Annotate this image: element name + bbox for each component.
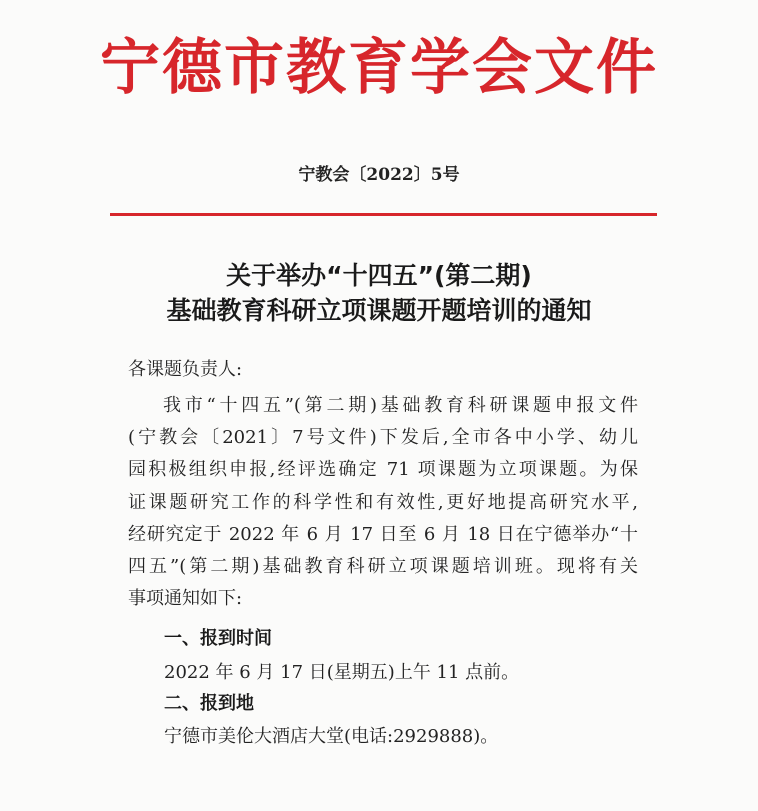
paragraph-line: 事项通知如下: (128, 588, 243, 610)
section-heading-registration-time: 一、报到时间 (164, 628, 272, 649)
paragraph-line: 我市“十四五”(第二期)基础教育科研课题申报文件 (163, 395, 638, 416)
document-number: 宁教会〔2022〕5号 (298, 165, 460, 185)
org-header-title: 宁德市教育学会文件 (100, 33, 658, 103)
section-content-registration-time: 2022 年 6 月 17 日(星期五)上午 11 点前。 (164, 662, 520, 683)
body-paragraph (128, 390, 638, 615)
paragraph-line: 四五”(第二期)基础教育科研立项课题培训班。现将有关 (128, 556, 638, 578)
salutation: 各课题负责人: (128, 359, 243, 380)
notice-title-line-1: 关于举办“十四五”(第二期) (226, 261, 532, 290)
paragraph-line: 经研究定于 2022 年 6 月 17 日至 6 月 18 日在宁德举办“十 (128, 523, 638, 545)
paragraph-line: (宁教会〔2021〕7号文件)下发后,全市各中小学、幼儿 (128, 427, 638, 449)
section-content-registration-place: 宁德市美伦大酒店大堂(电话:2929888)。 (164, 726, 499, 747)
red-divider-rule (110, 213, 657, 216)
notice-title-line-2: 基础教育科研立项课题开题培训的通知 (166, 296, 592, 325)
paragraph-line: 证课题研究工作的科学性和有效性,更好地提高研究水平, (128, 491, 638, 513)
section-heading-registration-place: 二、报到地 (164, 693, 254, 714)
paragraph-line: 园积极组织申报,经评选确定 71 项课题为立项课题。为保 (128, 459, 638, 481)
